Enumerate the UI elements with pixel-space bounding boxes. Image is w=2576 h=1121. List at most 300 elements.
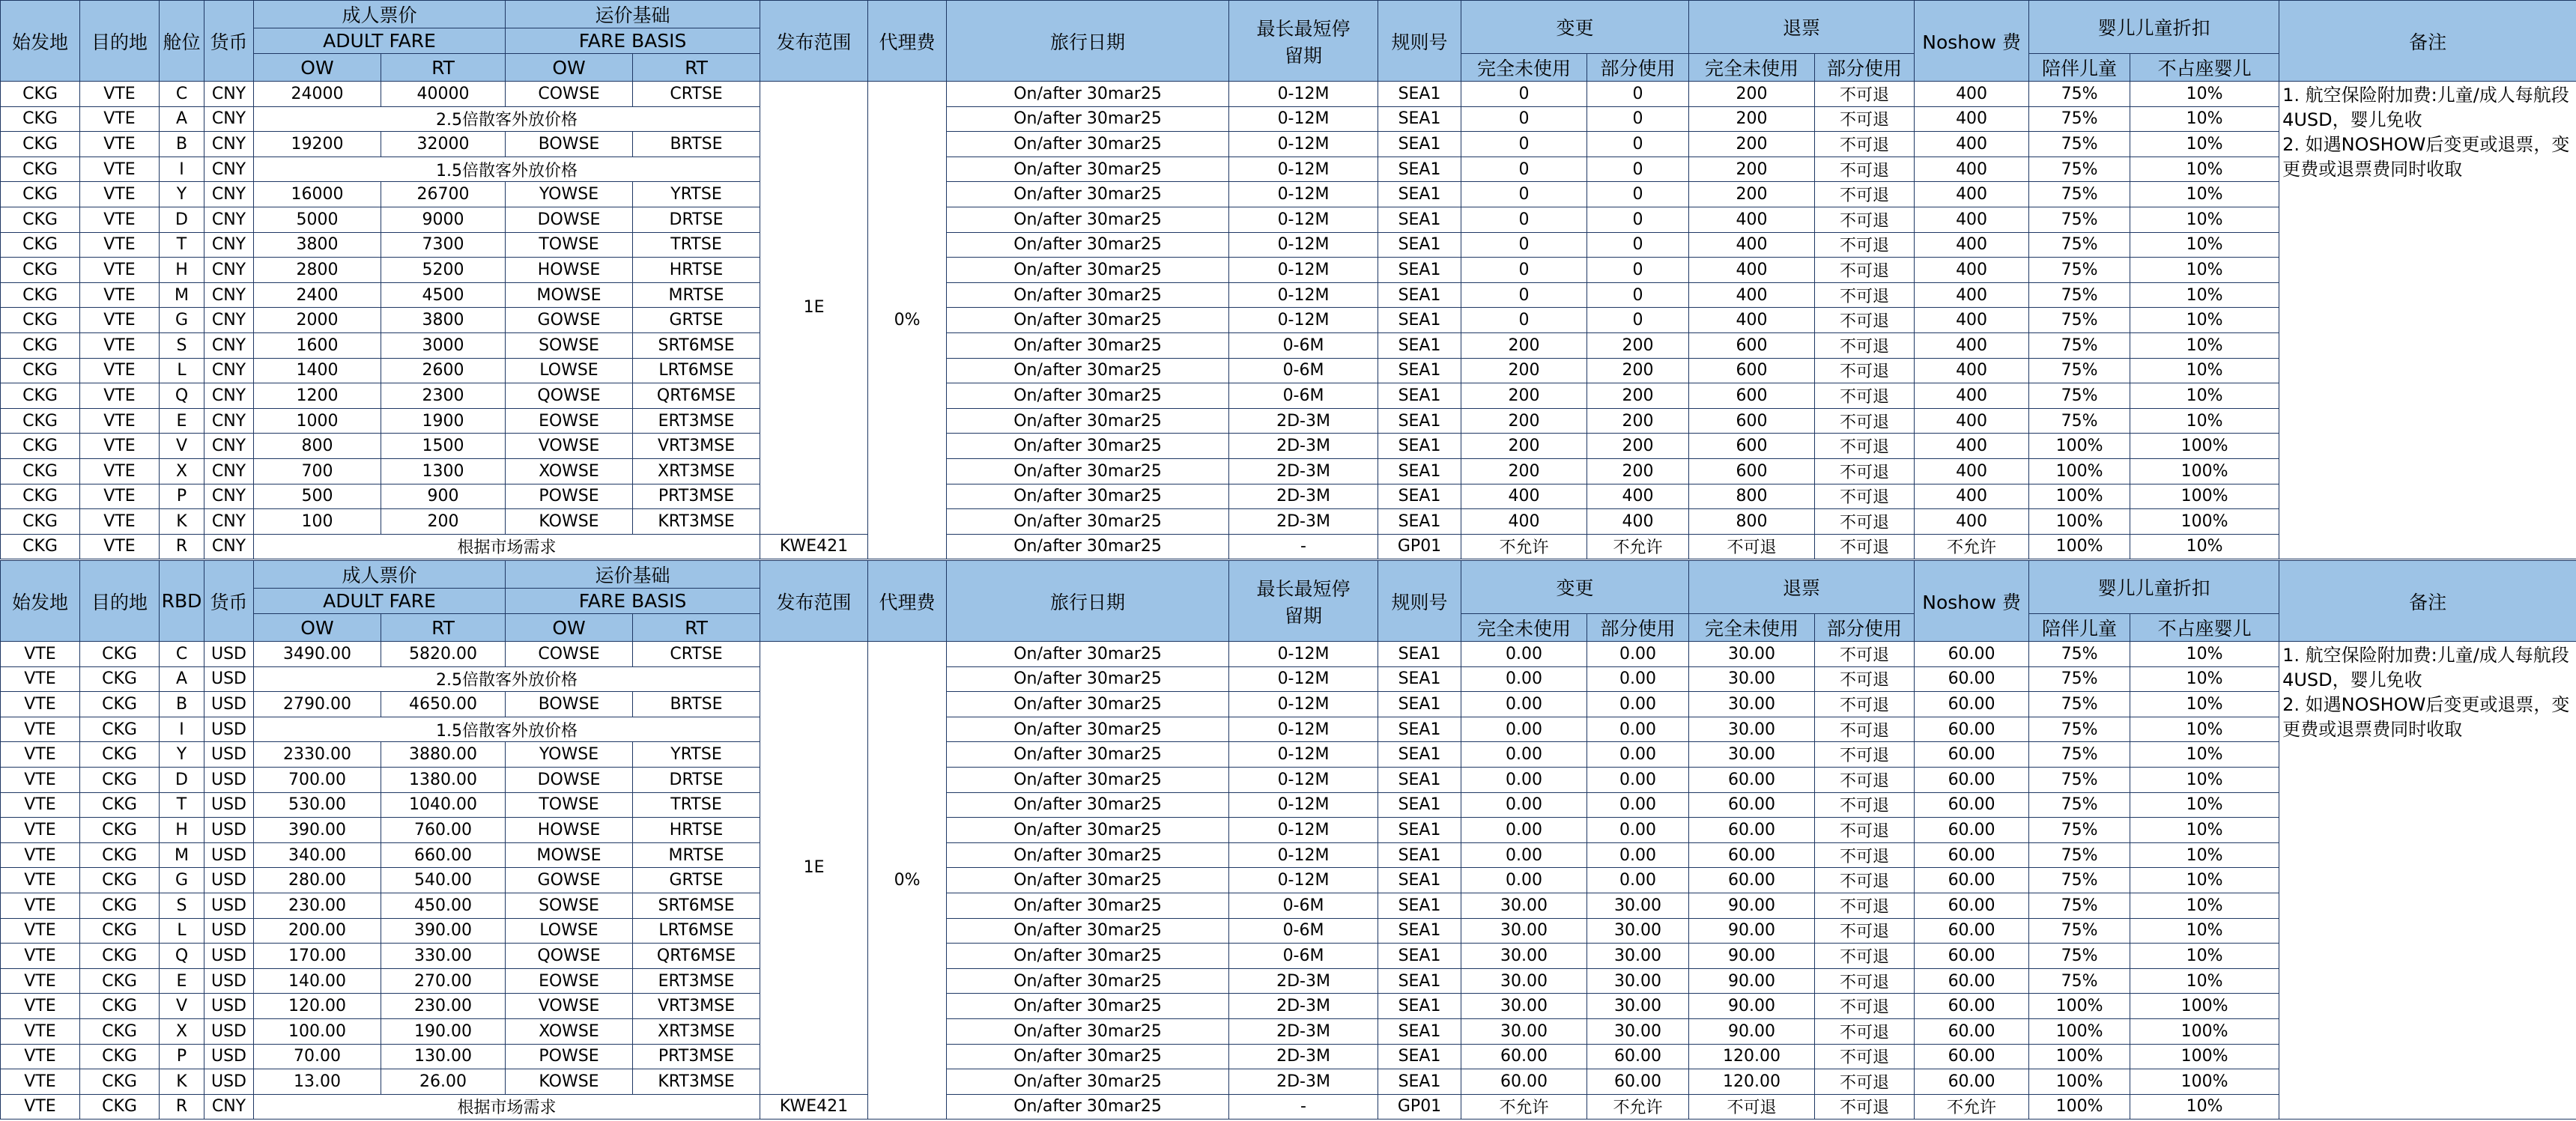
table-row <box>1 258 2576 283</box>
cell-basis-rt: KRT3MSE <box>633 509 760 535</box>
cell-origin: CKG <box>1 258 80 283</box>
cell-noshow: 60.00 <box>1915 642 2029 667</box>
cell-dest: CKG <box>80 767 160 792</box>
cell-release: KWE421 <box>760 1094 868 1120</box>
cell-fare-ow: 170.00 <box>254 944 381 969</box>
cell-noshow: 400 <box>1915 484 2029 509</box>
cell-refund-partial: 不可退 <box>1815 434 1915 459</box>
cell-basis-ow: SOWSE <box>506 332 633 358</box>
cell-basis-ow: HOWSE <box>506 818 633 843</box>
cell-basis-ow: LOWSE <box>506 918 633 944</box>
cell-infant-no-seat: 10% <box>2130 132 2279 157</box>
cell-fare-rt: 1500 <box>381 434 506 459</box>
header-cabin: 舱位 <box>160 1 204 82</box>
cell-basis-rt: XRT3MSE <box>633 458 760 484</box>
cell-noshow: 60.00 <box>1915 692 2029 717</box>
table-row <box>1 692 2576 717</box>
cell-change-unused: 0.00 <box>1461 842 1587 868</box>
cell-cabin: V <box>160 434 204 459</box>
cell-travel-date: On/after 30mar25 <box>947 1044 1229 1069</box>
cell-fare-ow: 120.00 <box>254 994 381 1019</box>
cell-travel-date: On/after 30mar25 <box>947 692 1229 717</box>
cell-refund-partial: 不可退 <box>1815 1018 1915 1044</box>
cell-stay: 0-12M <box>1229 207 1378 232</box>
cell-refund-partial: 不可退 <box>1815 642 1915 667</box>
cell-fare-rt: 330.00 <box>381 944 506 969</box>
cell-refund-partial: 不可退 <box>1815 182 1915 207</box>
cell-refund-unused: 400 <box>1689 207 1815 232</box>
cell-dest: VTE <box>80 182 160 207</box>
cell-infant-no-seat: 10% <box>2130 666 2279 692</box>
cell-rule: SEA1 <box>1378 308 1461 333</box>
cell-fare-rt: 230.00 <box>381 994 506 1019</box>
table-row <box>1 509 2576 535</box>
cell-accomp-child: 75% <box>2029 132 2130 157</box>
cell-fare-ow: 2330.00 <box>254 742 381 768</box>
cell-basis-ow: POWSE <box>506 484 633 509</box>
cell-infant-no-seat: 10% <box>2130 534 2279 559</box>
table-row <box>1 1069 2576 1095</box>
cell-refund-unused: 90.00 <box>1689 944 1815 969</box>
cell-origin: VTE <box>1 1018 80 1044</box>
cell-travel-date: On/after 30mar25 <box>947 434 1229 459</box>
cell-travel-date: On/after 30mar25 <box>947 717 1229 742</box>
cell-stay: 0-12M <box>1229 792 1378 818</box>
cell-stay: 2D-3M <box>1229 408 1378 434</box>
cell-change-partial: 200 <box>1587 358 1689 383</box>
header-fare-ow: OW <box>254 54 381 82</box>
cell-basis-ow: EOWSE <box>506 408 633 434</box>
cell-refund-unused: 600 <box>1689 332 1815 358</box>
cell-currency: CNY <box>204 182 254 207</box>
table-row <box>1 358 2576 383</box>
header-stay-line1: 最长最短停 <box>1256 577 1351 600</box>
cell-rule: SEA1 <box>1378 106 1461 132</box>
cell-change-partial: 0 <box>1587 308 1689 333</box>
cell-fare-rt: 660.00 <box>381 842 506 868</box>
table-row <box>1 434 2576 459</box>
cell-dest: VTE <box>80 332 160 358</box>
cell-fare-ow: 2400 <box>254 282 381 308</box>
cell-cabin: R <box>160 534 204 559</box>
cell-change-partial: 200 <box>1587 408 1689 434</box>
table-row <box>1 868 2576 893</box>
cell-travel-date: On/after 30mar25 <box>947 1069 1229 1095</box>
cell-fare-rt: 40000 <box>381 82 506 107</box>
table-row <box>1 1094 2576 1120</box>
cell-dest: CKG <box>80 792 160 818</box>
table-row <box>1 1018 2576 1044</box>
cell-dest: VTE <box>80 458 160 484</box>
cell-fare-rt: 900 <box>381 484 506 509</box>
cell-currency: USD <box>204 868 254 893</box>
cell-fare-rt: 450.00 <box>381 893 506 918</box>
cell-travel-date: On/after 30mar25 <box>947 484 1229 509</box>
cell-fare-rt: 32000 <box>381 132 506 157</box>
cell-infant-no-seat: 10% <box>2130 968 2279 994</box>
cell-change-unused: 0.00 <box>1461 742 1587 768</box>
cell-stay: 2D-3M <box>1229 1018 1378 1044</box>
cell-basis-rt: ERT3MSE <box>633 408 760 434</box>
cell-infant-no-seat: 10% <box>2130 106 2279 132</box>
cell-refund-unused: 不可退 <box>1689 534 1815 559</box>
cell-stay: 2D-3M <box>1229 994 1378 1019</box>
cell-infant-no-seat: 10% <box>2130 792 2279 818</box>
cell-dest: VTE <box>80 484 160 509</box>
cell-cabin: Q <box>160 944 204 969</box>
cell-refund-unused: 800 <box>1689 509 1815 535</box>
cell-infant-no-seat: 10% <box>2130 207 2279 232</box>
cell-rule: SEA1 <box>1378 893 1461 918</box>
table-row <box>1 282 2576 308</box>
cell-dest: CKG <box>80 944 160 969</box>
cell-accomp-child: 75% <box>2029 207 2130 232</box>
cell-infant-no-seat: 10% <box>2130 767 2279 792</box>
cell-basis-ow: VOWSE <box>506 434 633 459</box>
cell-basis-ow: BOWSE <box>506 692 633 717</box>
cell-dest: VTE <box>80 207 160 232</box>
cell-basis-rt: XRT3MSE <box>633 1018 760 1044</box>
cell-refund-unused: 60.00 <box>1689 818 1815 843</box>
cell-origin: VTE <box>1 666 80 692</box>
cell-cabin: B <box>160 132 204 157</box>
cell-accomp-child: 100% <box>2029 434 2130 459</box>
remark-line: 2. 如遇NOSHOW后变更或退票，变更费或退票费同时收取 <box>2282 694 2570 740</box>
cell-travel-date: On/after 30mar25 <box>947 232 1229 258</box>
cell-stay: 0-12M <box>1229 767 1378 792</box>
table-row <box>1 534 2576 559</box>
cell-refund-unused: 90.00 <box>1689 893 1815 918</box>
cell-basis-ow: YOWSE <box>506 742 633 768</box>
table-row <box>1 918 2576 944</box>
cell-noshow: 400 <box>1915 408 2029 434</box>
cell-change-unused: 0 <box>1461 232 1587 258</box>
table-row <box>1 642 2576 667</box>
header-basis-rt: RT <box>633 614 760 642</box>
table-row <box>1 994 2576 1019</box>
cell-accomp-child: 75% <box>2029 918 2130 944</box>
cell-accomp-child: 75% <box>2029 332 2130 358</box>
cell-accomp-child: 100% <box>2029 1044 2130 1069</box>
cell-travel-date: On/after 30mar25 <box>947 534 1229 559</box>
cell-refund-partial: 不可退 <box>1815 918 1915 944</box>
header-release: 发布范围 <box>760 561 868 642</box>
cell-noshow: 400 <box>1915 258 2029 283</box>
cell-release: 1E <box>760 82 868 535</box>
cell-accomp-child: 75% <box>2029 792 2130 818</box>
header-accomp-child: 陪伴儿童 <box>2029 614 2130 642</box>
cell-accomp-child: 75% <box>2029 157 2130 182</box>
cell-fare-rt: 2300 <box>381 383 506 409</box>
cell-refund-partial: 不可退 <box>1815 1044 1915 1069</box>
header-infant-child: 婴儿儿童折扣 <box>2029 561 2279 614</box>
cell-cabin: P <box>160 484 204 509</box>
table-row <box>1 182 2576 207</box>
cell-noshow: 400 <box>1915 232 2029 258</box>
table-row <box>1 818 2576 843</box>
cell-basis-ow: HOWSE <box>506 258 633 283</box>
cell-origin: VTE <box>1 868 80 893</box>
cell-basis-rt: PRT3MSE <box>633 1044 760 1069</box>
header-infant-no-seat: 不占座婴儿 <box>2130 54 2279 82</box>
cell-stay: 0-12M <box>1229 132 1378 157</box>
cell-fare-rt: 4650.00 <box>381 692 506 717</box>
header-basis-ow: OW <box>506 614 633 642</box>
cell-change-unused: 0 <box>1461 157 1587 182</box>
fare-table-ckg-vte <box>0 0 2576 559</box>
cell-fare-ow: 24000 <box>254 82 381 107</box>
header-basis-rt: RT <box>633 54 760 82</box>
cell-currency: USD <box>204 968 254 994</box>
cell-fare-ow: 5000 <box>254 207 381 232</box>
cell-origin: VTE <box>1 1044 80 1069</box>
cell-refund-unused: 400 <box>1689 308 1815 333</box>
cell-origin: VTE <box>1 944 80 969</box>
cell-refund-unused: 60.00 <box>1689 767 1815 792</box>
cell-travel-date: On/after 30mar25 <box>947 842 1229 868</box>
cell-origin: VTE <box>1 893 80 918</box>
cell-cabin: S <box>160 332 204 358</box>
cell-fare-ow: 16000 <box>254 182 381 207</box>
cell-refund-unused: 400 <box>1689 282 1815 308</box>
cell-accomp-child: 75% <box>2029 742 2130 768</box>
cell-refund-partial: 不可退 <box>1815 282 1915 308</box>
cell-rule: GP01 <box>1378 1094 1461 1120</box>
cell-currency: CNY <box>204 509 254 535</box>
cell-change-partial: 0 <box>1587 132 1689 157</box>
cell-stay: 2D-3M <box>1229 434 1378 459</box>
cell-infant-no-seat: 10% <box>2130 258 2279 283</box>
table-row <box>1 232 2576 258</box>
cell-stay: 2D-3M <box>1229 1069 1378 1095</box>
cell-refund-unused: 600 <box>1689 458 1815 484</box>
cell-travel-date: On/after 30mar25 <box>947 666 1229 692</box>
cell-accomp-child: 100% <box>2029 1069 2130 1095</box>
cell-dest: VTE <box>80 157 160 182</box>
cell-currency: CNY <box>204 332 254 358</box>
cell-change-partial: 200 <box>1587 434 1689 459</box>
cell-fare-rt: 3880.00 <box>381 742 506 768</box>
cell-infant-no-seat: 10% <box>2130 944 2279 969</box>
cell-noshow: 60.00 <box>1915 818 2029 843</box>
cell-basis-rt: QRT6MSE <box>633 383 760 409</box>
cell-infant-no-seat: 10% <box>2130 332 2279 358</box>
cell-stay: 0-12M <box>1229 717 1378 742</box>
cell-travel-date: On/after 30mar25 <box>947 1018 1229 1044</box>
header-refund-unused: 完全未使用 <box>1689 614 1815 642</box>
cell-refund-partial: 不可退 <box>1815 383 1915 409</box>
cell-cabin: V <box>160 994 204 1019</box>
cell-rule: SEA1 <box>1378 258 1461 283</box>
header-refund-partial: 部分使用 <box>1815 614 1915 642</box>
cell-change-partial: 30.00 <box>1587 1018 1689 1044</box>
cell-travel-date: On/after 30mar25 <box>947 918 1229 944</box>
cell-refund-partial: 不可退 <box>1815 767 1915 792</box>
cell-origin: CKG <box>1 408 80 434</box>
cell-travel-date: On/after 30mar25 <box>947 308 1229 333</box>
cell-cabin: A <box>160 666 204 692</box>
cell-currency: CNY <box>204 132 254 157</box>
fare-table-vte-ckg <box>0 560 2576 1120</box>
cell-refund-partial: 不可退 <box>1815 258 1915 283</box>
cell-refund-partial: 不可退 <box>1815 106 1915 132</box>
cell-infant-no-seat: 10% <box>2130 893 2279 918</box>
cell-basis-ow: VOWSE <box>506 994 633 1019</box>
cell-origin: CKG <box>1 358 80 383</box>
cell-basis-ow: MOWSE <box>506 842 633 868</box>
cell-stay: 0-12M <box>1229 82 1378 107</box>
cell-origin: CKG <box>1 434 80 459</box>
cell-currency: USD <box>204 742 254 768</box>
header-dest: 目的地 <box>80 1 160 82</box>
cell-change-unused: 200 <box>1461 458 1587 484</box>
cell-change-unused: 400 <box>1461 509 1587 535</box>
cell-fare-ow: 70.00 <box>254 1044 381 1069</box>
cell-refund-partial: 不可退 <box>1815 868 1915 893</box>
table-row <box>1 742 2576 768</box>
cell-change-partial: 不允许 <box>1587 1094 1689 1120</box>
cell-basis-rt: HRTSE <box>633 258 760 283</box>
cell-rule: SEA1 <box>1378 666 1461 692</box>
cell-refund-partial: 不可退 <box>1815 968 1915 994</box>
cell-change-unused: 0 <box>1461 258 1587 283</box>
cell-origin: VTE <box>1 1069 80 1095</box>
cell-currency: CNY <box>204 308 254 333</box>
header-rbd: RBD <box>160 561 204 642</box>
cell-origin: CKG <box>1 182 80 207</box>
cell-change-partial: 60.00 <box>1587 1069 1689 1095</box>
cell-currency: CNY <box>204 232 254 258</box>
cell-cabin: I <box>160 157 204 182</box>
cell-fare-ow: 1200 <box>254 383 381 409</box>
cell-accomp-child: 100% <box>2029 994 2130 1019</box>
cell-change-partial: 0 <box>1587 106 1689 132</box>
cell-noshow: 60.00 <box>1915 944 2029 969</box>
cell-change-partial: 0.00 <box>1587 717 1689 742</box>
cell-fare-ow: 700 <box>254 458 381 484</box>
cell-stay: 0-12M <box>1229 642 1378 667</box>
cell-change-unused: 0 <box>1461 182 1587 207</box>
cell-infant-no-seat: 10% <box>2130 918 2279 944</box>
cell-accomp-child: 75% <box>2029 868 2130 893</box>
cell-dest: CKG <box>80 742 160 768</box>
cell-change-partial: 0.00 <box>1587 868 1689 893</box>
cell-basis-rt: PRT3MSE <box>633 484 760 509</box>
cell-fare-rt: 270.00 <box>381 968 506 994</box>
cell-dest: CKG <box>80 868 160 893</box>
cell-noshow: 400 <box>1915 182 2029 207</box>
cell-basis-ow: QOWSE <box>506 383 633 409</box>
cell-dest: VTE <box>80 509 160 535</box>
cell-rule: SEA1 <box>1378 918 1461 944</box>
cell-cabin: T <box>160 232 204 258</box>
cell-change-unused: 0.00 <box>1461 692 1587 717</box>
cell-stay: 2D-3M <box>1229 1044 1378 1069</box>
cell-infant-no-seat: 10% <box>2130 868 2279 893</box>
table-row <box>1 484 2576 509</box>
cell-basis-ow: EOWSE <box>506 968 633 994</box>
header-travel-date: 旅行日期 <box>947 561 1229 642</box>
cell-infant-no-seat: 10% <box>2130 157 2279 182</box>
header-adult-fare: 成人票价 <box>254 1 506 28</box>
cell-origin: CKG <box>1 332 80 358</box>
cell-dest: VTE <box>80 232 160 258</box>
cell-currency: CNY <box>204 82 254 107</box>
cell-travel-date: On/after 30mar25 <box>947 82 1229 107</box>
cell-change-unused: 0.00 <box>1461 767 1587 792</box>
cell-change-unused: 400 <box>1461 484 1587 509</box>
cell-change-partial: 30.00 <box>1587 944 1689 969</box>
cell-basis-rt: SRT6MSE <box>633 893 760 918</box>
header-refund: 退票 <box>1689 561 1915 614</box>
cell-fare-ow: 3490.00 <box>254 642 381 667</box>
cell-infant-no-seat: 100% <box>2130 994 2279 1019</box>
cell-fare-ow: 230.00 <box>254 893 381 918</box>
cell-infant-no-seat: 10% <box>2130 282 2279 308</box>
cell-change-partial: 0.00 <box>1587 692 1689 717</box>
cell-noshow: 60.00 <box>1915 1069 2029 1095</box>
cell-noshow: 60.00 <box>1915 918 2029 944</box>
cell-noshow: 60.00 <box>1915 994 2029 1019</box>
cell-rule: SEA1 <box>1378 282 1461 308</box>
cell-fare-ow: 100 <box>254 509 381 535</box>
cell-travel-date: On/after 30mar25 <box>947 106 1229 132</box>
cell-travel-date: On/after 30mar25 <box>947 792 1229 818</box>
cell-noshow: 400 <box>1915 157 2029 182</box>
cell-dest: VTE <box>80 358 160 383</box>
cell-fare-rt: 4500 <box>381 282 506 308</box>
table-row <box>1 458 2576 484</box>
cell-stay: 0-12M <box>1229 308 1378 333</box>
cell-currency: CNY <box>204 434 254 459</box>
cell-rule: SEA1 <box>1378 358 1461 383</box>
cell-infant-no-seat: 100% <box>2130 458 2279 484</box>
header-fare-basis: 运价基础 <box>506 561 760 589</box>
cell-origin: VTE <box>1 792 80 818</box>
cell-basis-rt: LRT6MSE <box>633 358 760 383</box>
cell-accomp-child: 75% <box>2029 308 2130 333</box>
cell-refund-partial: 不可退 <box>1815 1069 1915 1095</box>
table-row <box>1 792 2576 818</box>
table-header <box>1 561 2576 642</box>
cell-stay: 0-12M <box>1229 842 1378 868</box>
cell-refund-unused: 30.00 <box>1689 717 1815 742</box>
cell-fare-ow: 500 <box>254 484 381 509</box>
header-change: 变更 <box>1461 1 1689 54</box>
cell-infant-no-seat: 100% <box>2130 1018 2279 1044</box>
cell-change-unused: 0 <box>1461 132 1587 157</box>
cell-infant-no-seat: 10% <box>2130 642 2279 667</box>
cell-noshow: 400 <box>1915 132 2029 157</box>
cell-rule: SEA1 <box>1378 157 1461 182</box>
header-commission: 代理费 <box>868 1 947 82</box>
cell-change-unused: 30.00 <box>1461 1018 1587 1044</box>
cell-origin: CKG <box>1 132 80 157</box>
cell-currency: USD <box>204 842 254 868</box>
cell-currency: CNY <box>204 282 254 308</box>
cell-change-unused: 30.00 <box>1461 994 1587 1019</box>
cell-rule: SEA1 <box>1378 1018 1461 1044</box>
cell-change-unused: 0.00 <box>1461 666 1587 692</box>
cell-rule: SEA1 <box>1378 742 1461 768</box>
cell-fare-ow: 340.00 <box>254 842 381 868</box>
cell-dest: CKG <box>80 968 160 994</box>
header-refund-partial: 部分使用 <box>1815 54 1915 82</box>
cell-refund-partial: 不可退 <box>1815 458 1915 484</box>
cell-dest: VTE <box>80 82 160 107</box>
header-change-unused: 完全未使用 <box>1461 614 1587 642</box>
cell-origin: VTE <box>1 742 80 768</box>
